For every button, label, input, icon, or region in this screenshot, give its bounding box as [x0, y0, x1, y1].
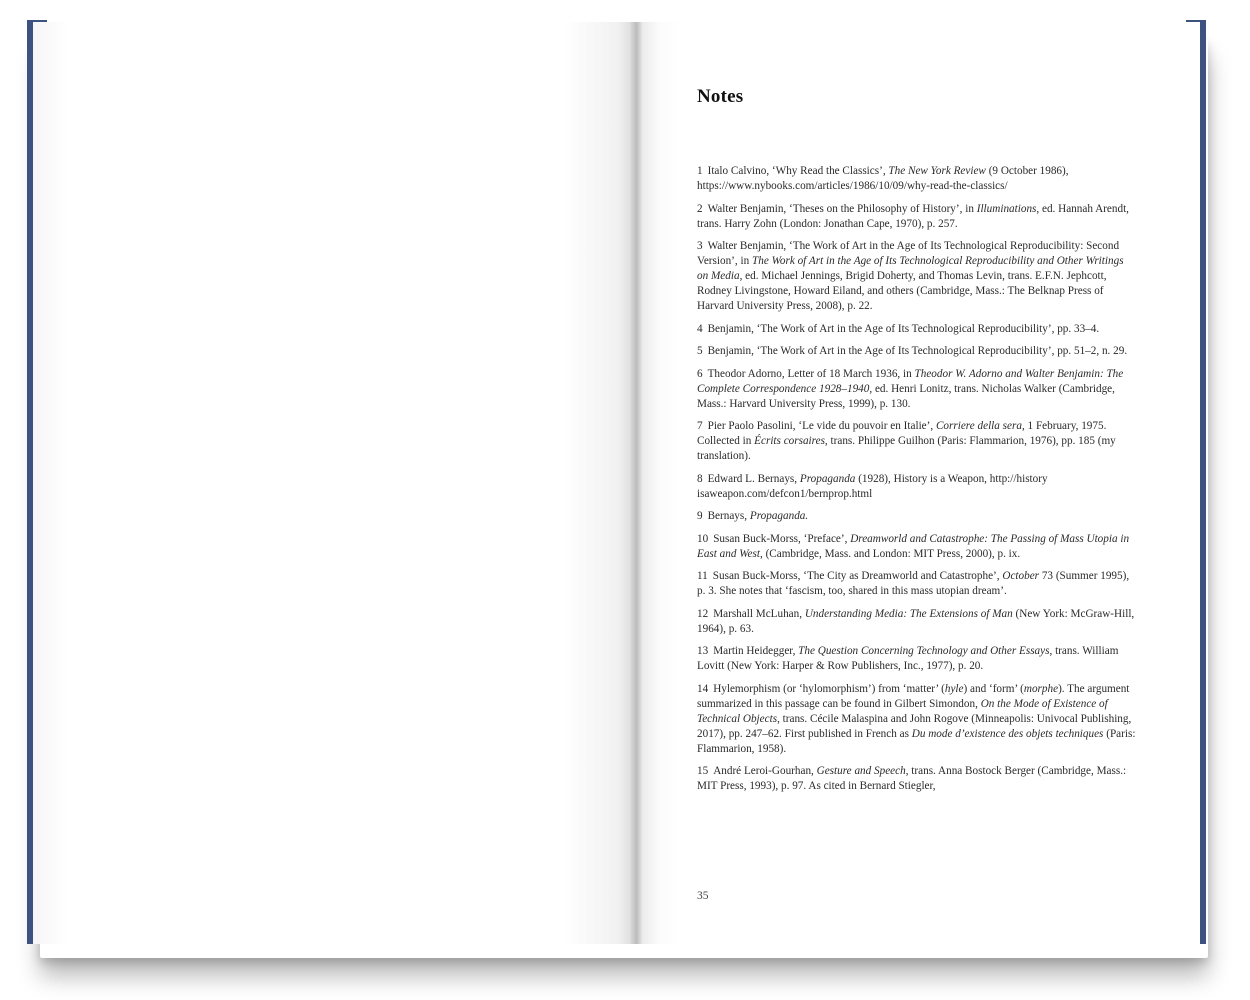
note-text: Benjamin, ‘The Work of Art in the Age of Its Technological Reproducibility’, pp. 33–4.	[707, 322, 1100, 335]
note-title-italic: The Work of Art in the Age of Its Technological Reproducibility and Other Writings on Media	[697, 255, 1124, 282]
note-text: ) and ‘form’ (	[963, 682, 1024, 695]
note-number: 4	[697, 322, 703, 335]
note-number: 3	[697, 240, 703, 252]
note-title-italic: Understanding Media: The Extensions of Man	[804, 607, 1013, 620]
note-13	[697, 644, 1137, 674]
note-text: Benjamin, ‘The Work of Art in the Age of Its Technological Reproducibility’, pp. 51–2, n. 29.	[707, 345, 1128, 357]
note-text: , trans. Anna Bostock Berger (Cambridge, Mass.: MIT Press, 1993), p. 97. As cited in Bernard Stiegler,	[697, 765, 1127, 792]
note-title-italic: The New York Review	[888, 165, 986, 177]
note-number: 2	[697, 202, 703, 215]
note-text: ). The argument summarized in this passage can be found in Gilbert Simondon,	[697, 682, 1130, 710]
note-text: 73 (Summer 1995), p. 3. She notes that ‘fascism, too, shared in this mass utopian dream’.	[697, 570, 1130, 597]
note-text: (Paris: Flammarion, 1958).	[697, 727, 1136, 755]
book-gutter	[630, 22, 642, 944]
note-title-italic: On the Mode of Existence of Technical Objects	[697, 697, 1108, 725]
note-2	[697, 202, 1137, 232]
note-number: 10	[697, 532, 709, 545]
note-number: 12	[697, 607, 709, 620]
note-text: Walter Benjamin, ‘Theses on the Philosophy of History’, in	[707, 202, 977, 215]
note-text: (9 October 1986), https://www.nybooks.com/articles/1986/10/09/why-read-the-classics/	[697, 165, 1069, 192]
note-9	[697, 509, 1137, 524]
note-text: Pier Paolo Pasolini, ‘Le vide du pouvoir en Italie’,	[707, 420, 936, 432]
note-title-italic: October	[1002, 570, 1040, 582]
note-text: , trans. William Lovitt (New York: Harper & Row Publishers, Inc., 1977), p. 20.	[697, 645, 1119, 672]
note-text: , ed. Henri Lonitz, trans. Nicholas Walker (Cambridge, Mass.: Harvard University Press, 1999), p. 130.	[697, 382, 1115, 410]
note-text: Susan Buck-Morss, ‘Preface’,	[713, 532, 851, 545]
left-page-blank	[33, 22, 636, 944]
note-text: , (Cambridge, Mass. and London: MIT Press, 2000), p. ix.	[759, 547, 1021, 560]
note-text: Hylemorphism (or ‘hylomorphism’) from ‘matter’ (	[713, 682, 945, 695]
note-text: Walter Benjamin, ‘The Work of Art in the Age of Its Technological Reproducibility: Second Version’, in	[697, 240, 1120, 267]
note-text: André Leroi-Gourhan,	[713, 765, 817, 777]
note-text: , 1 February, 1975. Collected in	[697, 420, 1107, 447]
note-14	[697, 682, 1137, 757]
note-7	[697, 419, 1137, 464]
note-text: , ed. Michael Jennings, Brigid Doherty, and Thomas Levin, trans. E.F.N. Jephcott, Rodney Livingstone, Howard Eiland, and others (Cambridge, Mass.: The Belknap Press of Harvard University Press, 2008), p. 22.	[697, 270, 1107, 312]
note-title-italic: Écrits corsaires	[754, 435, 825, 447]
note-5	[697, 344, 1137, 359]
note-number: 5	[697, 345, 703, 357]
note-number: 1	[697, 165, 703, 177]
note-number: 8	[697, 472, 703, 485]
notes-list	[697, 164, 1137, 802]
note-text: , trans. Cécile Malaspina and John Rogove (Minneapolis: Univocal Publishing, 2017), pp. 247–62. First published in French as	[697, 712, 1132, 740]
note-title-italic: Du mode d’existence des objets techniques	[911, 727, 1104, 740]
page-heading: Notes	[697, 86, 744, 107]
note-title-italic: Propaganda	[799, 472, 856, 485]
note-15	[697, 764, 1137, 794]
note-number: 7	[697, 420, 703, 432]
note-title-italic: Gesture and Speech	[816, 765, 906, 777]
note-title-italic: Propaganda.	[749, 510, 809, 522]
note-8	[697, 472, 1137, 502]
note-6	[697, 367, 1137, 412]
note-11	[697, 569, 1137, 599]
note-number: 9	[697, 510, 703, 522]
note-title-italic: morphe	[1023, 682, 1059, 695]
note-number: 14	[697, 682, 709, 695]
note-title-italic: Theodor W. Adorno and Walter Benjamin: The Complete Correspondence 1928–1940	[697, 367, 1124, 395]
note-text: (1928), History is a Weapon, http://history isaweapon.com/defcon1/bernprop.html	[697, 472, 1048, 500]
note-number: 13	[697, 645, 709, 657]
note-4	[697, 322, 1137, 337]
note-title-italic: Illuminations	[976, 202, 1037, 215]
note-number: 6	[697, 367, 703, 380]
note-title-italic: Corriere della sera	[935, 420, 1022, 432]
note-text: Bernays,	[707, 510, 750, 522]
note-10	[697, 532, 1137, 562]
note-text: Italo Calvino, ‘Why Read the Classics’,	[707, 165, 889, 177]
note-text: Edward L. Bernays,	[707, 472, 800, 485]
note-text: Susan Buck-Morss, ‘The City as Dreamworld and Catastrophe’,	[712, 570, 1003, 582]
note-text: Martin Heidegger,	[713, 645, 799, 657]
note-title-italic: Dreamworld and Catastrophe: The Passing of Mass Utopia in East and West	[697, 532, 1130, 560]
page-number: 35	[697, 890, 709, 902]
note-1	[697, 164, 1137, 194]
note-number: 15	[697, 765, 709, 777]
note-text: , trans. Philippe Guilhon (Paris: Flammarion, 1976), pp. 185 (my translation).	[697, 435, 1116, 462]
note-text: Marshall McLuhan,	[713, 607, 805, 620]
note-text: (New York: McGraw-Hill, 1964), p. 63.	[697, 607, 1135, 635]
note-text: , ed. Hannah Arendt, trans. Harry Zohn (London: Jonathan Cape, 1970), p. 257.	[697, 202, 1129, 230]
note-title-italic: The Question Concerning Technology and Other Essays	[798, 645, 1050, 657]
note-text: Theodor Adorno, Letter of 18 March 1936, in	[707, 367, 915, 380]
note-12	[697, 607, 1137, 637]
note-3	[697, 239, 1137, 314]
note-number: 11	[697, 570, 708, 582]
note-title-italic: hyle	[944, 682, 964, 695]
